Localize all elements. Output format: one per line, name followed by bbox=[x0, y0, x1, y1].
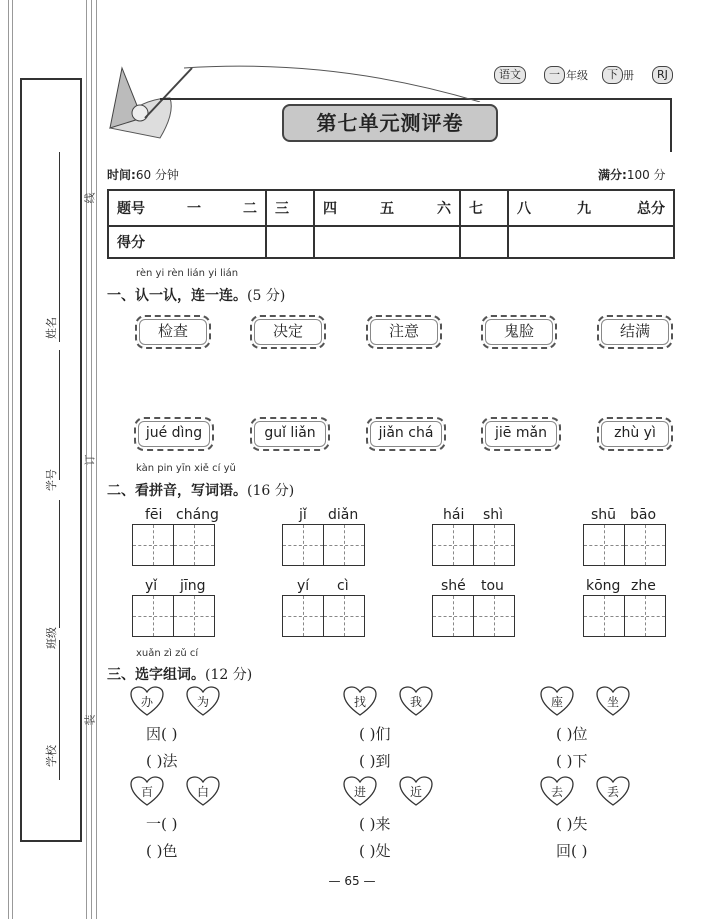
heart-char: 办 bbox=[140, 695, 153, 709]
full-score-value: 100 分 bbox=[626, 168, 666, 182]
time-value: 60 分钟 bbox=[135, 168, 179, 182]
name-fill-line[interactable] bbox=[59, 152, 60, 342]
score-table bbox=[107, 189, 675, 259]
name-label: 姓名 bbox=[45, 317, 58, 339]
heart-char-option[interactable] bbox=[186, 776, 220, 806]
pinyin-card[interactable]: jiǎn chá bbox=[366, 417, 446, 451]
heart-char-option[interactable] bbox=[343, 686, 377, 716]
pinyin-label: cì bbox=[337, 578, 349, 594]
score-cell[interactable] bbox=[460, 226, 508, 258]
writing-grid[interactable] bbox=[132, 595, 174, 637]
heart-char-option[interactable] bbox=[596, 686, 630, 716]
binding-line bbox=[8, 0, 9, 919]
score-header-cell: 六 bbox=[437, 201, 451, 217]
score-row-label: 得分 bbox=[117, 235, 145, 251]
cut-char: 装 bbox=[83, 714, 97, 726]
writing-grid[interactable] bbox=[282, 595, 324, 637]
heart-char-option[interactable] bbox=[596, 776, 630, 806]
volume-suffix: 册 bbox=[623, 69, 634, 82]
section2-title bbox=[107, 480, 294, 500]
pinyin-card[interactable]: jué dìng bbox=[134, 417, 214, 451]
writing-grid[interactable] bbox=[473, 524, 515, 566]
section3-pinyin: xuǎn zì zǔ cí bbox=[136, 648, 199, 659]
word-card[interactable]: 决定 bbox=[250, 315, 326, 349]
section3-title bbox=[107, 664, 252, 684]
pinyin-label: tou bbox=[481, 578, 504, 594]
score-header-cell: 七 bbox=[469, 201, 483, 217]
binding-line bbox=[12, 0, 13, 919]
word-card[interactable]: 鬼脸 bbox=[481, 315, 557, 349]
word-card[interactable]: 检查 bbox=[135, 315, 211, 349]
grade-tag: 一 bbox=[544, 66, 565, 84]
score-cell[interactable] bbox=[266, 226, 314, 258]
class-fill-line[interactable] bbox=[59, 500, 60, 628]
fishing-line bbox=[184, 62, 484, 102]
id-fill-line[interactable] bbox=[59, 350, 60, 480]
section3-title-text: 三、选字组词。 bbox=[107, 667, 205, 683]
score-header-cell: 总分 bbox=[637, 201, 665, 217]
heart-char: 座 bbox=[550, 695, 563, 709]
heart-char: 坐 bbox=[606, 695, 619, 709]
pinyin-label: yǐ bbox=[145, 578, 158, 594]
section2-pinyin: kàn pin yīn xiě cí yǔ bbox=[136, 463, 236, 474]
volume-tag: 下 bbox=[602, 66, 623, 84]
heart-char-option[interactable] bbox=[540, 686, 574, 716]
section1-pinyin: rèn yi rèn lián yi lián bbox=[136, 268, 239, 279]
heart-char-option[interactable] bbox=[399, 776, 433, 806]
writing-grid[interactable] bbox=[583, 595, 625, 637]
writing-grid[interactable] bbox=[282, 524, 324, 566]
full-score-label: 满分: bbox=[598, 168, 627, 182]
word-card[interactable]: 结满 bbox=[597, 315, 673, 349]
page-number: — 65 — bbox=[328, 874, 376, 888]
school-fill-line[interactable] bbox=[59, 640, 60, 780]
fill-in-word[interactable]: 回( ) bbox=[556, 842, 588, 860]
time-info bbox=[107, 166, 179, 183]
fill-in-word[interactable]: ( )位 bbox=[556, 725, 588, 743]
heart-char: 丢 bbox=[606, 785, 619, 799]
fill-in-word[interactable]: ( )法 bbox=[146, 752, 178, 770]
class-label: 班级 bbox=[45, 627, 58, 649]
section2-score: (16 分) bbox=[247, 483, 295, 499]
pinyin-label: fēi bbox=[145, 507, 163, 523]
heart-char-option[interactable] bbox=[186, 686, 220, 716]
heart-char: 百 bbox=[140, 785, 153, 799]
heart-char-option[interactable] bbox=[399, 686, 433, 716]
fill-in-word[interactable]: ( )色 bbox=[146, 842, 178, 860]
section1-title bbox=[107, 285, 285, 305]
section3-score: (12 分) bbox=[205, 667, 253, 683]
section1-score: (5 分) bbox=[247, 288, 286, 304]
heart-char-option[interactable] bbox=[540, 776, 574, 806]
school-label: 学校 bbox=[45, 745, 58, 767]
heart-char-option[interactable] bbox=[130, 776, 164, 806]
cut-char: 订 bbox=[83, 454, 97, 466]
writing-grid[interactable] bbox=[323, 595, 365, 637]
student-info-box bbox=[20, 78, 82, 842]
fill-in-word[interactable]: ( )们 bbox=[359, 725, 391, 743]
writing-grid[interactable] bbox=[132, 524, 174, 566]
writing-grid[interactable] bbox=[624, 524, 666, 566]
pinyin-label: shì bbox=[483, 507, 504, 523]
id-label: 学号 bbox=[45, 469, 58, 491]
edition-tag: RJ bbox=[652, 66, 673, 84]
word-card[interactable]: 注意 bbox=[366, 315, 442, 349]
pinyin-label: yí bbox=[297, 578, 310, 594]
heart-char: 去 bbox=[550, 785, 563, 799]
writing-grid[interactable] bbox=[173, 524, 215, 566]
score-header-cell: 四 bbox=[323, 201, 337, 217]
section2-title-text: 二、看拼音，写词语。 bbox=[107, 483, 247, 499]
pinyin-label: shū bbox=[591, 507, 617, 523]
score-cell[interactable] bbox=[508, 226, 674, 258]
pinyin-label: jīng bbox=[180, 578, 206, 594]
pinyin-label: hái bbox=[443, 507, 465, 523]
pinyin-label: diǎn bbox=[328, 507, 359, 523]
pinyin-label: zhe bbox=[631, 578, 656, 594]
heart-char: 为 bbox=[196, 695, 209, 709]
heart-char: 我 bbox=[409, 695, 422, 709]
pinyin-card[interactable]: guǐ liǎn bbox=[250, 417, 330, 451]
fill-in-word[interactable]: 因( ) bbox=[146, 725, 178, 743]
writing-grid[interactable] bbox=[173, 595, 215, 637]
heart-char-option[interactable] bbox=[130, 686, 164, 716]
writing-grid[interactable] bbox=[624, 595, 666, 637]
score-header-cell: 二 bbox=[243, 201, 257, 217]
pinyin-label: cháng bbox=[176, 507, 219, 523]
page-title: 第七单元测评卷 bbox=[282, 104, 498, 142]
heart-char: 找 bbox=[353, 695, 366, 709]
score-header-cell: 三 bbox=[275, 201, 289, 217]
heart-char: 近 bbox=[409, 785, 422, 799]
fill-in-word[interactable]: ( )处 bbox=[359, 842, 391, 860]
pinyin-label: shé bbox=[441, 578, 466, 594]
heart-char: 进 bbox=[353, 785, 366, 799]
score-cell[interactable] bbox=[314, 226, 460, 258]
fill-in-word[interactable]: ( )下 bbox=[556, 752, 588, 770]
subject-tag: 语文 bbox=[494, 66, 526, 84]
score-header-cell: 九 bbox=[577, 201, 591, 217]
writing-grid[interactable] bbox=[432, 595, 474, 637]
pinyin-card[interactable]: zhù yì bbox=[597, 417, 673, 451]
fill-in-word[interactable]: ( )到 bbox=[359, 752, 391, 770]
fill-in-word[interactable]: ( )失 bbox=[556, 815, 588, 833]
score-header-cell: 五 bbox=[380, 201, 394, 217]
pinyin-label: jǐ bbox=[299, 507, 307, 523]
pinyin-card[interactable]: jiē mǎn bbox=[481, 417, 561, 451]
writing-grid[interactable] bbox=[432, 524, 474, 566]
writing-grid[interactable] bbox=[323, 524, 365, 566]
section1-title-text: 一、认一认，连一连。 bbox=[107, 288, 247, 304]
writing-grid[interactable] bbox=[473, 595, 515, 637]
heart-char: 白 bbox=[196, 785, 209, 799]
writing-grid[interactable] bbox=[583, 524, 625, 566]
score-header-cell: 八 bbox=[517, 201, 531, 217]
pinyin-label: bāo bbox=[630, 507, 657, 523]
cut-char: 线 bbox=[83, 192, 97, 204]
time-label: 时间: bbox=[107, 168, 136, 182]
fill-in-word[interactable]: 一( ) bbox=[146, 815, 178, 833]
fill-in-word[interactable]: ( )来 bbox=[359, 815, 391, 833]
grade-suffix: 年级 bbox=[566, 69, 588, 82]
heart-char-option[interactable] bbox=[343, 776, 377, 806]
score-header-cell: 题号 bbox=[117, 201, 145, 217]
pinyin-label: kōng bbox=[586, 578, 621, 594]
score-header-cell: 一 bbox=[187, 201, 201, 217]
full-score-info bbox=[598, 166, 666, 183]
